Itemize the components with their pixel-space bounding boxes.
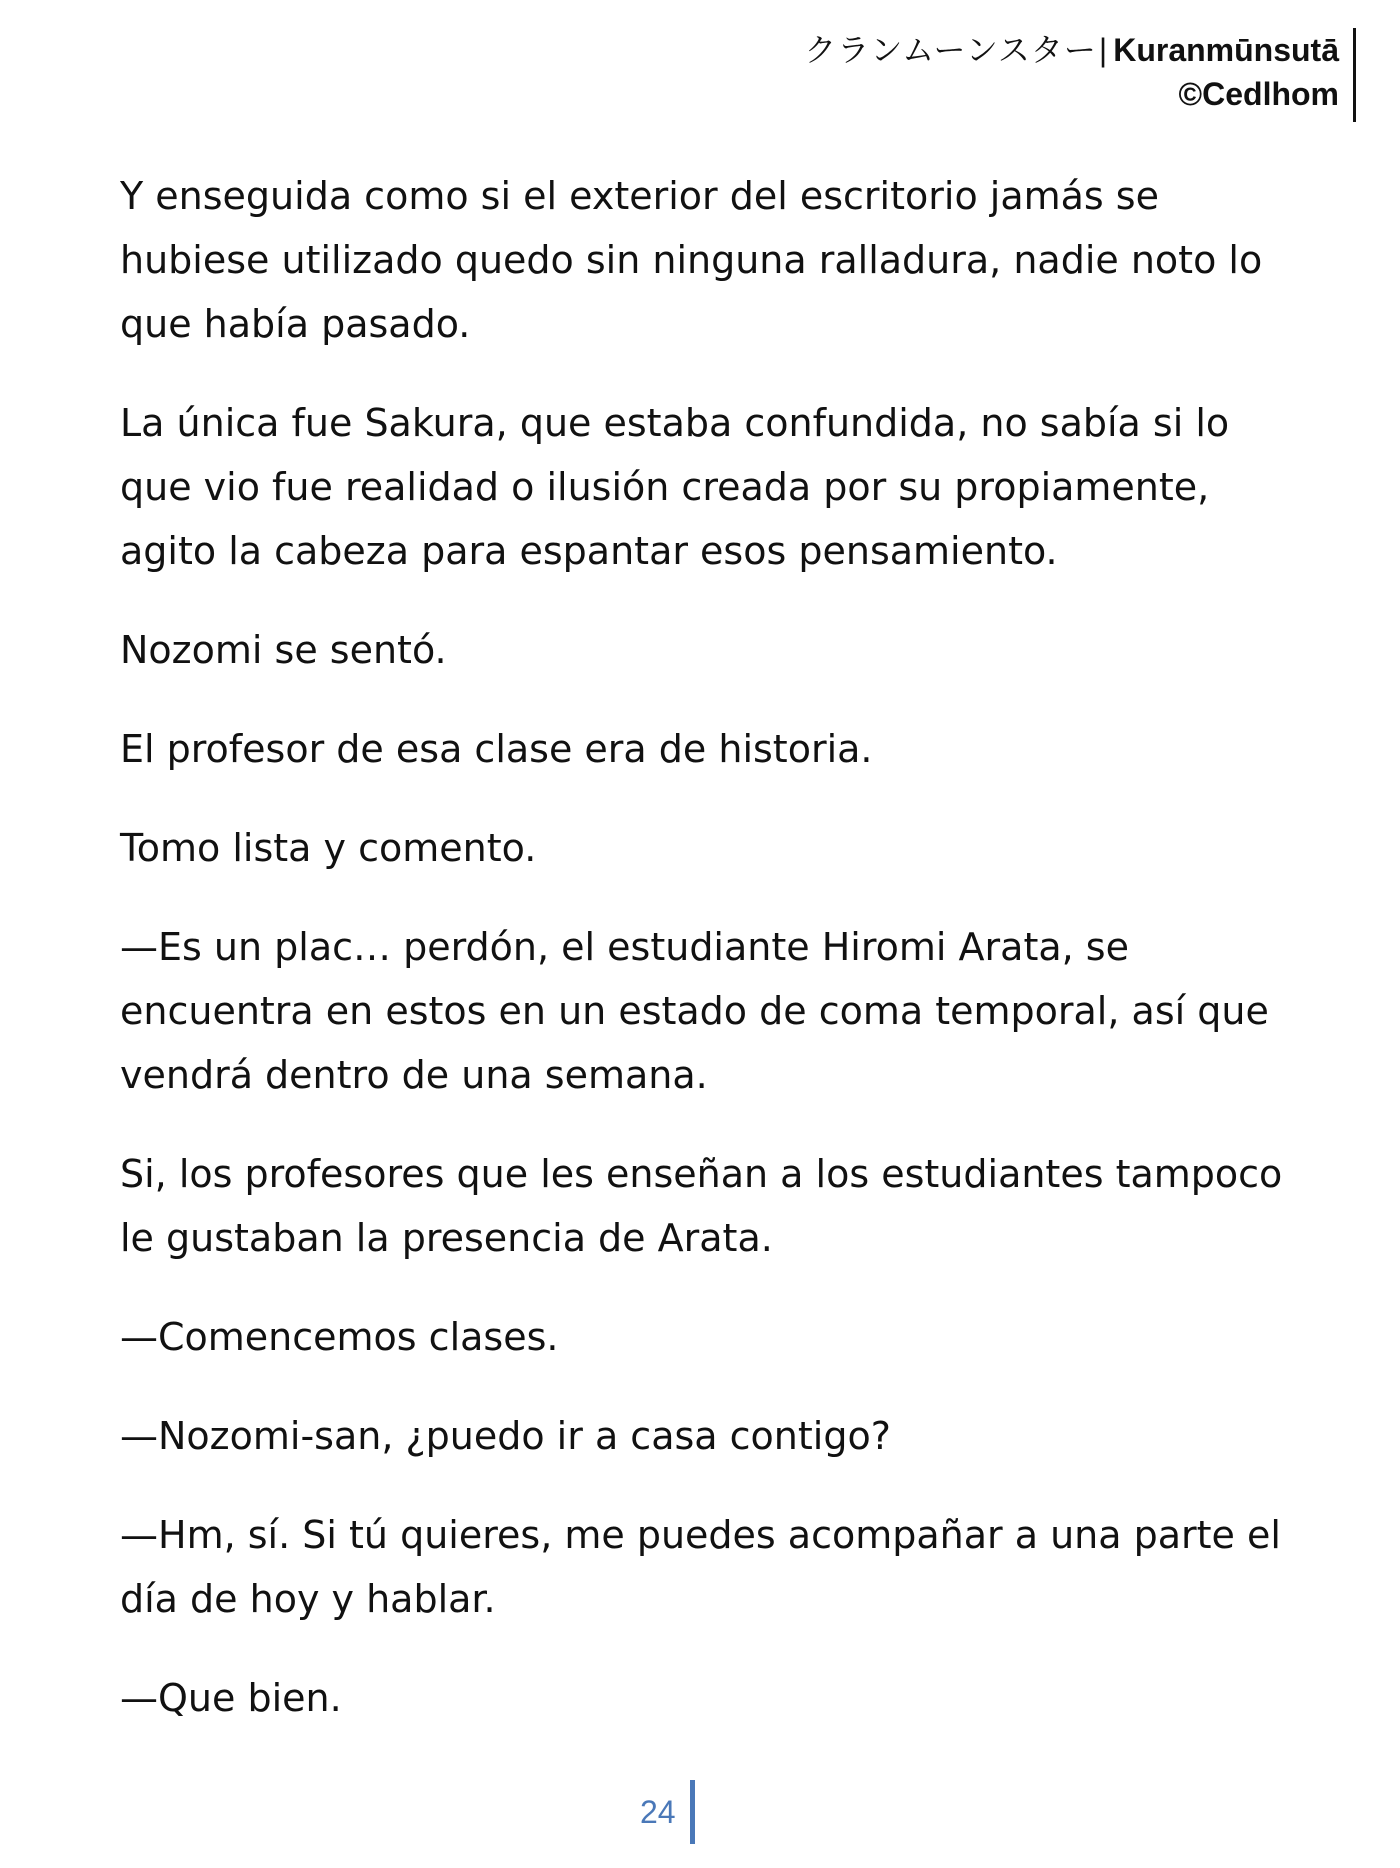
page-header [804,28,1356,122]
paragraph: Nozomi se sentó. [120,628,447,672]
paragraph: La única fue Sakura, que estaba confundida, no sabía si lo que vio fue realidad o ilusión creada por su propiamente, agito la cabeza para espantar esos pensamiento. [120,401,1230,573]
header-copyright: ©Cedlhom [1178,76,1339,112]
paragraph: Y enseguida como si el exterior del escritorio jamás se hubiese utilizado quedo sin ninguna ralladura, nadie noto lo que había pasado. [120,174,1263,346]
paragraph: —Comencemos clases. [120,1315,559,1359]
paragraph: —Que bien. [120,1676,342,1720]
header-title-romaji: Kuranmūnsutā [1113,32,1339,68]
page-number: 24 [640,1780,695,1844]
paragraph: Si, los profesores que les enseñan a los estudiantes tampoco le gustaban la presencia de Arata. [120,1152,1283,1260]
paragraph: El profesor de esa clase era de historia. [120,727,873,771]
paragraph: Tomo lista y comento. [120,826,537,870]
page-body [120,164,1300,1765]
paragraph: —Nozomi-san, ¿puedo ir a casa contigo? [120,1414,891,1458]
header-title-japanese: クランムーンスター [804,31,1097,69]
paragraph: —Es un plac… perdón, el estudiante Hiromi Arata, se encuentra en estos en un estado de coma temporal, así que vendrá dentro de una semana. [120,925,1269,1097]
header-separator: | [1098,32,1108,68]
paragraph: —Hm, sí. Si tú quieres, me puedes acompañar a una parte el día de hoy y hablar. [120,1513,1281,1621]
header-title-line [804,28,1339,72]
